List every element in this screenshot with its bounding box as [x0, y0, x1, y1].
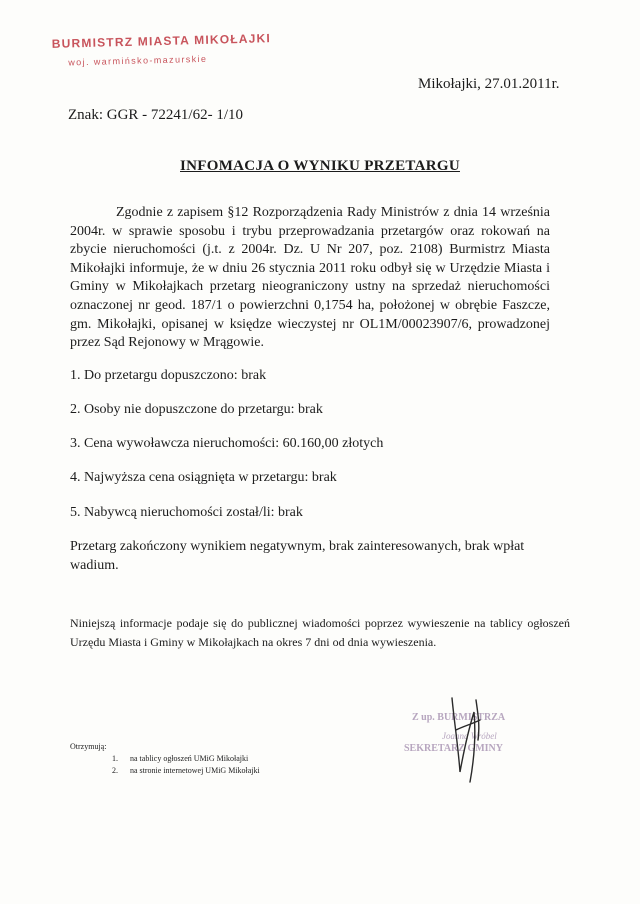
list-item: 3. Cena wywoławcza nieruchomości: 60.160,00 złotych — [70, 436, 384, 451]
document-date: Mikołajki, 27.01.2011r. — [418, 76, 560, 92]
notice-paragraph: Niniejszą informacje podaje się do publicznej wiadomości poprzez wywieszenie na tablicy ogłoszeń Urzędu Miasta i Gminy w Mikołajkach na okres 7 dni od dnia wywieszenia. — [70, 616, 570, 649]
signature-stamp-line3: SEKRETARZ GMINY — [404, 743, 503, 754]
receiver-number: 1. — [112, 754, 118, 763]
list-item: 5. Nabywcą nieruchomości został/li: brak — [70, 505, 303, 520]
receivers-label: Otrzymują: — [70, 742, 107, 751]
receiver-entry — [112, 766, 260, 775]
receiver-text: na tablicy ogłoszeń UMiG Mikołajki — [130, 754, 249, 763]
receiver-text: na stronie internetowej UMiG Mikołajki — [130, 766, 260, 775]
signature-stamp-line2: Joanna Wróbel — [442, 731, 497, 741]
handwritten-signature — [440, 690, 500, 790]
reference-number: Znak: GGR - 72241/62- 1/10 — [68, 107, 243, 123]
office-stamp-line1: BURMISTRZ MIASTA MIKOŁAJKI — [51, 31, 272, 51]
receiver-entry — [112, 754, 248, 763]
document-title: INFOMACJA O WYNIKU PRZETARGU — [180, 158, 460, 174]
list-item: 4. Najwyższa cena osiągnięta w przetargu: brak — [70, 470, 337, 485]
office-stamp — [52, 31, 272, 68]
receiver-number: 2. — [112, 766, 118, 775]
intro-paragraph: Zgodnie z zapisem §12 Rozporządzenia Rady Ministrów z dnia 14 września 2004r. w sprawie sposobu i trybu przeprowadzania przetargów oraz rokowań na zbycie nieruchomości (j.t. z 2004r. Dz. U Nr 207, poz. 2108) Burmistrz Miasta Mikołajki informuje, że w dniu 26 stycznia 2011 roku odbył się w Urzędzie Miasta i Gminy w Mikołajkach przetarg nieograniczony ustny na sprzedaż nieruchomości oznaczonej nr geod. 187/1 o powierzchni 0,1754 ha, położonej w obrębie Faszcze, gm. Mikołajki, opisanej w księdze wieczystej nr OL1M/00023907/6, prowadzonej przez Sąd Rejonowy w Mrągowie. — [70, 205, 550, 351]
signature-stamp-line1: Z up. BURMISTRZA — [412, 712, 506, 723]
office-stamp-line2: woj. warmińsko-mazurskie — [68, 53, 208, 68]
result-paragraph: Przetarg zakończony wynikiem negatywnym, brak zainteresowanych, brak wpłat wadium. — [70, 539, 525, 573]
list-item: 1. Do przetargu dopuszczono: brak — [70, 368, 267, 383]
list-item: 2. Osoby nie dopuszczone do przetargu: brak — [70, 402, 323, 417]
